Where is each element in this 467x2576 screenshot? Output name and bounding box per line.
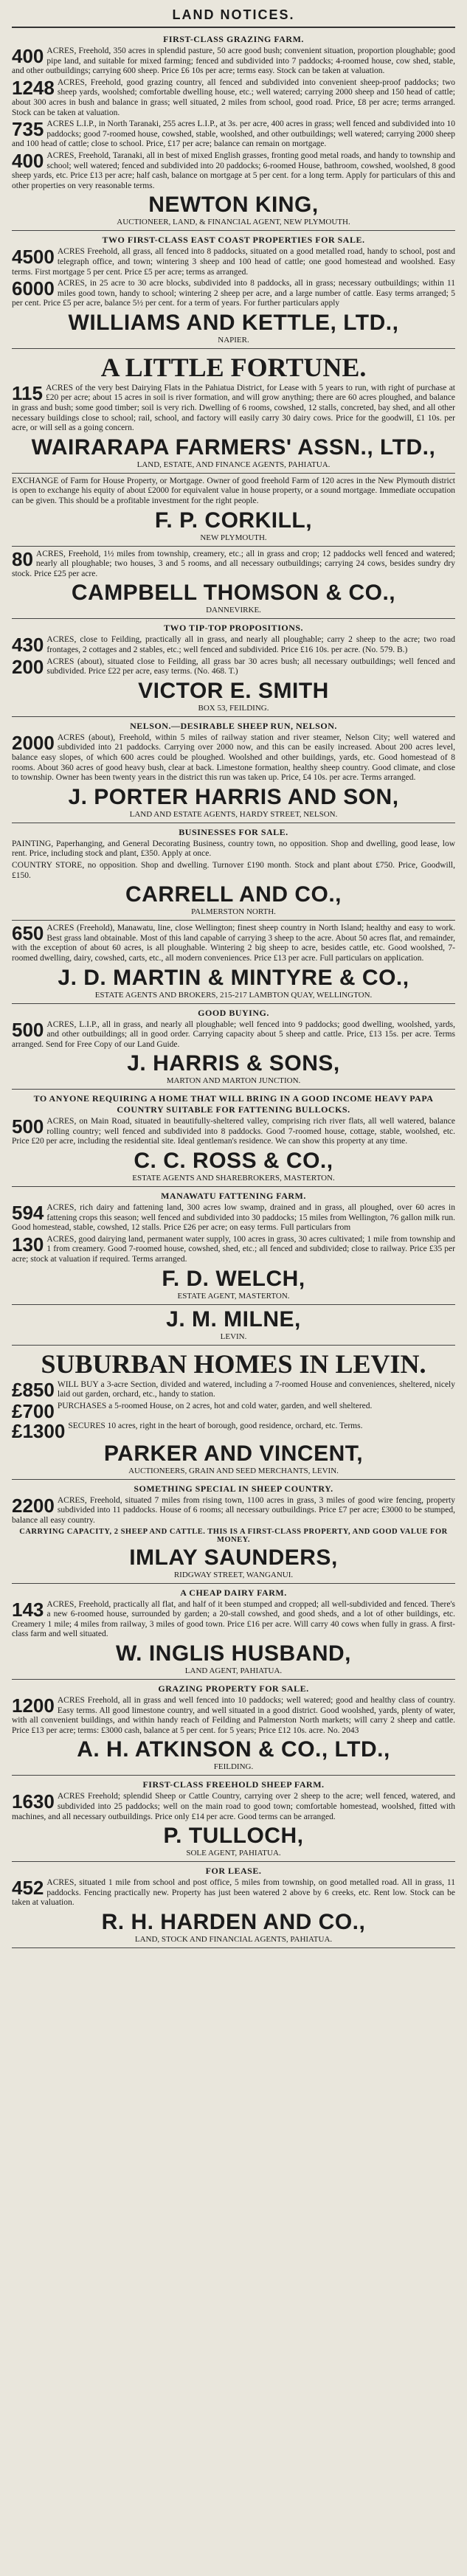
listing-item xyxy=(12,279,455,309)
listing-number: 2200 xyxy=(12,1494,55,1517)
page-title: LAND NOTICES. xyxy=(12,3,455,28)
listing-text: EXCHANGE of Farm for House Property, or Mortgage. Owner of good freehold Farm of 120 acres in the New Plymouth district is open to exchange his equity of about £2000 for equivalent value in house property, or a sound mortgage. Immediate occupation can be given. This should be a profitable investment for the right people. xyxy=(12,476,455,506)
listing-number: 4500 xyxy=(12,246,55,269)
agent-description: ESTATE AGENT, MASTERTON. xyxy=(177,1291,290,1301)
listing-number: £850 xyxy=(12,1378,55,1401)
listing-item xyxy=(12,120,455,150)
listing-number: 400 xyxy=(12,45,44,67)
listing-number: 143 xyxy=(12,1598,44,1621)
listing-number: 650 xyxy=(12,922,44,945)
ad-header: TWO FIRST-CLASS EAST COAST PROPERTIES FOR SALE. xyxy=(102,235,365,246)
advertisement xyxy=(12,1346,455,1480)
advertisement xyxy=(12,823,455,921)
agent-description: LAND, STOCK AND FINANCIAL AGENTS, PAHIATUA. xyxy=(134,1934,333,1944)
listing-item xyxy=(12,1020,455,1050)
agent-block xyxy=(12,508,455,543)
agent-description: LAND AND ESTATE AGENTS, HARDY STREET, NELSON. xyxy=(129,809,338,819)
listing-number: 735 xyxy=(12,118,44,141)
listing-text: ACRES, close to Feilding, practically all in grass, and nearly all ploughable; carry 2 sheep to the acre; two road frontages, 2 cottages and 2 stables, etc.; well fenced and subdivided. Price £16 10s. per acre. (No. 579. B.) xyxy=(46,635,455,654)
advertisement xyxy=(12,231,455,349)
ad-header: FIRST-CLASS FREEHOLD SHEEP FARM. xyxy=(142,1779,325,1790)
listing-item xyxy=(12,1203,455,1233)
agent-name: R. H. HARDEN AND CO., xyxy=(101,1909,366,1934)
listing-item xyxy=(12,547,455,580)
agent-description: MARTON AND MARTON JUNCTION. xyxy=(166,1076,301,1086)
agent-name: F. P. CORKILL, xyxy=(154,508,313,533)
listing-item xyxy=(12,657,455,677)
listing-number: 452 xyxy=(12,1877,44,1900)
listing-text: ACRES, Freehold, practically all flat, and half of it been stumped and cropped; all well-subdivided and fenced. There's a new 6-roomed house, surrounded by garden; a 20-stall cowshed, and good sheds, and a lot of other buildings, etc. Creamery 1 mile; 4 miles from railway, 3 miles of good town. Price £16 per acre. Will carry 40 cows when fully in grass. A first-class farm and well situated. xyxy=(12,1599,455,1639)
advertisement xyxy=(12,349,455,474)
agent-name: P. TULLOCH, xyxy=(163,1824,304,1849)
listing-text: ACRES, Freehold, 1½ miles from township, creamery, etc.; all in grass and crop; 12 paddocks well fenced and watered; nearly all ploughable; two houses, 3 and 5 rooms, and all necessary outbuildings; carrying 24 cows, besides sundry dry stock. Price £25 per acre. xyxy=(12,549,455,578)
agent-description: FEILDING. xyxy=(213,1762,254,1772)
listing-text: SECURES 10 acres, right in the heart of borough, good residence, orchard, etc. Terms. xyxy=(68,1421,363,1430)
listing-number: 115 xyxy=(12,381,43,404)
listing-number: £700 xyxy=(12,1399,55,1422)
agent-description: BOX 53, FEILDING. xyxy=(198,703,269,713)
agent-block xyxy=(12,1545,455,1580)
ad-heading: A LITTLE FORTUNE. xyxy=(100,352,367,382)
advertisement xyxy=(12,1680,455,1776)
listing-text: ACRES, on Main Road, situated in beautifully-sheltered valley, comprising rich river flats, all well watered, balance rolling country; well fenced and subdivided into 8 paddocks. Good 7-roomed house, cottage, stable, woolshed, etc. Price £20 per acre, including the residential site. Ideal gentleman's residence. We can show this property at any time. xyxy=(12,1117,455,1146)
advertisement xyxy=(12,1090,455,1187)
listing-text: ACRES (about), Freehold, within 5 miles of railway station and river steamer, Nelson City; well watered and subdivided into 21 paddocks. Carrying over 2000 now, and this can be easily increased. About 200 acres level, balance easy slopes, of which 600 acres could be ploughed. Woolshed and other buildings, yards, etc. Good homestead of 8 rooms. About 360 acres of good heavy bush, clear at back. Limestone formation, healthy sheep country. Good climate, and close to township. Owner has been twenty years in the district this run was taken up. Price, £4 10s. per acre. Terms arranged. xyxy=(12,733,455,783)
agent-description: AUCTIONEERS, GRAIN AND SEED MERCHANTS, LEVIN. xyxy=(128,1466,339,1475)
agent-name: PARKER AND VINCENT, xyxy=(103,1441,364,1466)
listing-item xyxy=(12,1496,455,1526)
advertisement xyxy=(12,1584,455,1680)
agent-block xyxy=(12,1824,455,1858)
ad-header: GRAZING PROPERTY FOR SALE. xyxy=(158,1683,309,1694)
listing-number: 1248 xyxy=(12,76,55,99)
agent-block xyxy=(12,679,455,713)
listing-number: 594 xyxy=(12,1202,44,1225)
agent-block xyxy=(12,435,455,470)
listing-item xyxy=(12,1696,455,1736)
ad-header: FIRST-CLASS GRAZING FARM. xyxy=(163,34,304,44)
agent-name: J. PORTER HARRIS AND SON, xyxy=(68,784,399,809)
agent-name: WAIRARAPA FARMERS' ASSN., LTD., xyxy=(31,434,436,460)
advertisement xyxy=(12,717,455,823)
agent-name: W. INGLIS HUSBAND, xyxy=(115,1641,351,1666)
listing-item xyxy=(12,1117,455,1147)
agent-description: PALMERSTON NORTH. xyxy=(191,907,276,917)
listing-item xyxy=(12,1600,455,1640)
listing-item xyxy=(12,151,455,191)
ad-header: MANAWATU FATTENING FARM. xyxy=(161,1191,306,1202)
listing-text: ACRES, Freehold, situated 7 miles from rising town, 1100 acres in grass, 3 miles of good wire fencing, property subdivided into 11 paddocks. House of 6 rooms; all necessary outbuildings. Price £7 per acre; £3000 to be stumped, balance all easy country. xyxy=(12,1495,455,1525)
advertisement xyxy=(12,1305,455,1346)
listing-item xyxy=(12,924,455,963)
agent-description: NAPIER. xyxy=(218,335,249,344)
listing-text: ACRES Freehold, all in grass and well fenced into 10 paddocks; well watered; good and healthy class of country. Easy terms. All good limestone country, and well situated in a good district. Good woolshed, yards, plenty of water, with all convenient buildings, and within handy reach of Feilding and Palmerston North markets; will carry 2 sheep and cattle. Price £13 per acre; terms: £3000 cash, balance at 5 per cent. for 5 years; Price £12 10s. acre. No. 2043 xyxy=(12,1695,455,1735)
agent-description: AUCTIONEER, LAND, & FINANCIAL AGENT, NEW PLYMOUTH. xyxy=(117,218,350,227)
agent-name: CAMPBELL THOMSON & CO., xyxy=(71,581,396,606)
agent-block xyxy=(12,1441,455,1476)
listing-number: 130 xyxy=(12,1233,44,1256)
ad-header: NELSON.—DESIRABLE SHEEP RUN, NELSON. xyxy=(130,720,337,731)
advertisement xyxy=(12,1776,455,1862)
listing-item xyxy=(12,839,455,859)
listing-text: PAINTING, Paperhanging, and General Decorating Business, country town, no opposition. Shop and dwelling, good lease, low rent. Price, including stock and plant, £350. Apply at once. xyxy=(12,839,455,859)
ad-header: FOR LEASE. xyxy=(205,1866,262,1877)
agent-block xyxy=(12,882,455,917)
agent-block xyxy=(12,1307,455,1342)
advertisement xyxy=(12,474,455,547)
listing-text: ACRES, situated 1 mile from school and post office, 5 miles from township, on good metalled road. All in grass, 11 paddocks. Fencing practically new. Property has just been watered 2 above by 6 creeks, etc. Rent low. Stock can be taken at valuation. xyxy=(12,1878,455,1908)
listing-text: ACRES Freehold; splendid Sheep or Cattle Country, carrying over 2 sheep to the acre; well fenced, watered, and subdivided into 25 paddocks; well on the main road to good town; comfortable homestead, woolshed, fitted with machines, and all necessary outbuildings. Price only £14 per acre. Good terms can be arranged. xyxy=(12,1792,455,1821)
agent-block xyxy=(12,1910,455,1945)
agent-name: F. D. WELCH, xyxy=(162,1266,305,1291)
agent-block xyxy=(12,193,455,227)
listing-item xyxy=(12,1419,455,1442)
listing-item xyxy=(12,477,455,507)
ad-heading: SUBURBAN HOMES IN LEVIN. xyxy=(41,1348,426,1379)
agent-block xyxy=(12,311,455,345)
agent-block xyxy=(12,1149,455,1183)
listing-number: 2000 xyxy=(12,731,55,754)
listing-number: 400 xyxy=(12,149,44,172)
advertisement xyxy=(12,1480,455,1584)
agent-name: J. M. MILNE, xyxy=(166,1306,301,1332)
listing-text: WILL BUY a 3-acre Section, divided and watered, including a 7-roomed House and conveniences, sheltered, nicely laid out garden, orchard, etc., handy to station. xyxy=(57,1379,455,1399)
listing-text: ACRES Freehold, all grass, all fenced into 8 paddocks, situated on a good metalled road, handy to school, post and telegraph office, and town; wintering 3 sheep and 100 head of cattle; one good homestead and woolshed. Easy terms. First mortgage 5 per cent. Price £5 per acre; terms as arranged. xyxy=(12,247,455,277)
ad-header: TWO TIP-TOP PROPOSITIONS. xyxy=(163,623,304,634)
agent-name: NEWTON KING, xyxy=(148,193,319,218)
listing-item xyxy=(12,1878,455,1908)
agent-name: A. H. ATKINSON & CO., LTD., xyxy=(77,1737,390,1762)
listing-item xyxy=(12,46,455,77)
agent-name: VICTOR E. SMITH xyxy=(138,678,329,703)
ad-header: SOMETHING SPECIAL IN SHEEP COUNTRY. xyxy=(134,1483,333,1494)
agent-block xyxy=(12,1267,455,1301)
listing-item xyxy=(12,247,455,277)
agent-block xyxy=(12,785,455,820)
advertisement xyxy=(12,1862,455,1948)
listing-number: 500 xyxy=(12,1018,44,1041)
listing-number: 80 xyxy=(12,547,33,570)
listing-item xyxy=(12,78,455,118)
listing-number: 500 xyxy=(12,1115,44,1138)
agent-name: WILLIAMS AND KETTLE, LTD., xyxy=(68,310,399,335)
listing-number: £1300 xyxy=(12,1419,66,1442)
advertisement xyxy=(12,921,455,1003)
listing-text: ACRES, L.I.P., all in grass, and nearly all ploughable; well fenced into 9 paddocks; good dwelling, woolshed, yards, and other outbuildings; all in good order. Carrying capacity about 5 sheep and cattle. Price, £13 15s. per acre. Terms arranged. Send for Free Copy of our Land Guide. xyxy=(12,1019,455,1049)
agent-name: C. C. ROSS & CO., xyxy=(134,1149,333,1174)
listing-text: ACRES of the very best Dairying Flats in the Pahiatua District, for Lease with 5 years to run, with right of purchase at £20 per acre; about 15 acres in soil is river formation, and will grow anything; there are 60 acres ploughed, and balance in grass and bush; some good timber; soil is very rich. Dwelling of 6 rooms, cowshed, 12 stalls, concreted, bay shed, and all other necessary buildings close to school; rail, school, and factory will easily carry 30 dairy cows. Price for the goodwill, £1 10s. per acre, or will sell as a going concern. xyxy=(12,383,455,433)
advertisement xyxy=(12,1004,455,1090)
listing-number: 1630 xyxy=(12,1790,55,1813)
agent-description: RIDGWAY STREET, WANGANUI. xyxy=(173,1570,294,1579)
agent-name: J. D. MARTIN & MINTYRE & CO., xyxy=(58,965,409,990)
listing-text: ACRES (Freehold), Manawatu, line, close Wellington; finest sheep country in North Island; healthy and easy to work. Best grass land obtainable. Most of this land capable of carrying 3 sheep to the acre. About 50 acres flat, and remainder, with the exception of about 60 acres, is all ploughable. Wintering 2 big sheep to acre, besides cattle, etc. Good woolshed, 7-roomed dwelling, dairy, cowshed, carts, etc., all modern conveniences. Price £13 per acre. Full particulars on application. xyxy=(12,924,455,963)
ad-header: A CHEAP DAIRY FARM. xyxy=(180,1587,287,1598)
listing-item xyxy=(12,1380,455,1400)
agent-block xyxy=(12,581,455,615)
ad-header: GOOD BUYING. xyxy=(198,1007,269,1018)
listing-text: ACRES, rich dairy and fattening land, 300 acres low swamp, drained and in grass, all ploughed, over 60 acres in fattening crops this season; well fenced and subdivided into 30 paddocks; 15 miles from Wellington, 76 gallon milk run. Good homestead, stable, cowshed, 12 stalls. Price £26 per acre; on easy terms. Full particulars from xyxy=(12,1203,455,1233)
listing-text: ACRES, Freehold, 350 acres in splendid pasture, 50 acre good bush; convenient situation, proportion ploughable; good pipe land, and suitable for mixed farming; fenced and subdivided into 7 paddocks; 4-roomed house, cow shed, stable, and other outbuildings; carrying 600 sheep. Price £6 10s per acre; terms easy. Stock can be taken at valuation. xyxy=(12,46,455,76)
listing-item xyxy=(12,733,455,783)
agent-description: SOLE AGENT, PAHIATUA. xyxy=(186,1849,281,1858)
agent-block xyxy=(12,1737,455,1772)
listing-item xyxy=(12,381,455,434)
listing-text: ACRES, Freehold, good grazing country, all fenced and subdivided into convenient sheep-proof paddocks; two sheep yards, woolshed; comfortable dwelling house, etc.; well watered; carrying 2000 sheep and 150 head of cattle; about 300 acres in bush and balance in grass; well situated, 2 miles from school, good road. Price, £8 per acre; terms arranged. Stock can be taken at valuation. xyxy=(12,77,455,117)
ad-subheader: CARRYING CAPACITY, 2 SHEEP AND CATTLE. THIS IS A FIRST-CLASS PROPERTY, AND GOOD VALUE FOR MONEY. xyxy=(19,1527,448,1544)
ads-column xyxy=(12,30,455,1948)
advertisement xyxy=(12,547,455,620)
agent-description: NEW PLYMOUTH. xyxy=(200,533,267,542)
advertisement xyxy=(12,1187,455,1305)
ad-header: BUSINESSES FOR SALE. xyxy=(179,826,288,837)
listing-number: 1200 xyxy=(12,1694,55,1717)
listing-text: PURCHASES a 5-roomed House, on 2 acres, hot and cold water, garden, and well sheltered. xyxy=(57,1401,373,1410)
listing-text: ACRES, good dairying land, permanent water supply, 100 acres in grass, 30 acres cultivated; 1 mile from township and 1 from creamery. Good 7-roomed house, cowshed, shed, etc.; all fenced and subdivided; close to railway. Price £35 per acre; stock at valuation if required. Terms arranged. xyxy=(12,1234,455,1264)
listing-text: ACRES (about), situated close to Feilding, all grass bar 30 acres bush; all necessary outbuildings; well fenced and subdivided. Price £22 per acre, easy terms. (No. 468. T.) xyxy=(46,657,455,676)
advertisement xyxy=(12,619,455,716)
agent-description: LEVIN. xyxy=(220,1332,247,1341)
listing-number: 200 xyxy=(12,655,44,678)
listing-item xyxy=(12,1399,455,1422)
agent-block xyxy=(12,966,455,1000)
listing-item xyxy=(12,861,455,881)
listing-item xyxy=(12,1235,455,1265)
listing-text: ACRES L.I.P., in North Taranaki, 255 acres L.I.P., at 3s. per acre, 400 acres in grass; well fenced and subdivided into 10 paddocks; good 7-roomed house, cowshed, stable, woolshed, and other outbuildings; well watered; carrying 2000 sheep and 100 head of cattle; close to school. Price, £17 per acre; balance can remain on mortgage. xyxy=(12,120,455,149)
agent-name: CARRELL AND CO., xyxy=(125,882,342,907)
agent-description: ESTATE AGENTS AND SHAREBROKERS, MASTERTON. xyxy=(132,1174,335,1183)
listing-item xyxy=(12,635,455,655)
agent-description: LAND AGENT, PAHIATUA. xyxy=(184,1666,283,1675)
ad-header: TO ANYONE REQUIRING A HOME THAT WILL BRING IN A GOOD INCOME HEAVY PAPA COUNTRY SUITABLE FOR FATTENING BULLOCKS. xyxy=(33,1093,434,1115)
agent-description: LAND, ESTATE, AND FINANCE AGENTS, PAHIATUA. xyxy=(136,460,331,469)
listing-number: 430 xyxy=(12,634,44,657)
agent-name: IMLAY SAUNDERS, xyxy=(129,1545,338,1570)
listing-text: COUNTRY STORE, no opposition. Shop and dwelling. Turnover £190 month. Stock and plant about £750. Price, Goodwill, £150. xyxy=(12,860,455,880)
agent-block xyxy=(12,1641,455,1676)
agent-name: J. HARRIS & SONS, xyxy=(127,1051,340,1076)
agent-description: DANNEVIRKE. xyxy=(206,606,261,615)
agent-description: ESTATE AGENTS AND BROKERS, 215-217 LAMBTON QUAY, WELLINGTON. xyxy=(94,990,373,1000)
listing-number: 6000 xyxy=(12,277,55,300)
listing-text: ACRES, Freehold, Taranaki, all in best of mixed English grasses, fronting good metal roads, and handy to township and school; well watered; fenced and subdivided into 20 paddocks; 6-roomed House, bathroom, cowshed, woolshed, 8 good sheep yards, etc. Price £13 per acre; half cash, balance on mortgage at 5 per cent. for a long term. Apply for particulars of this and other properties on very reasonable terms. xyxy=(12,150,455,190)
advertisement xyxy=(12,30,455,231)
listing-text: ACRES, in 25 acre to 30 acre blocks, subdivided into 8 paddocks, all in grass; necessary outbuildings; within 11 miles good town, handy to school; wintering 2 sheep per acre, and a large number of cattle. Easy terms arranged; 5 per cent. Price £5 per acre, balance 5½ per cent. for a term of years. For further particulars apply xyxy=(12,279,455,308)
listing-item xyxy=(12,1792,455,1822)
agent-block xyxy=(12,1051,455,1086)
